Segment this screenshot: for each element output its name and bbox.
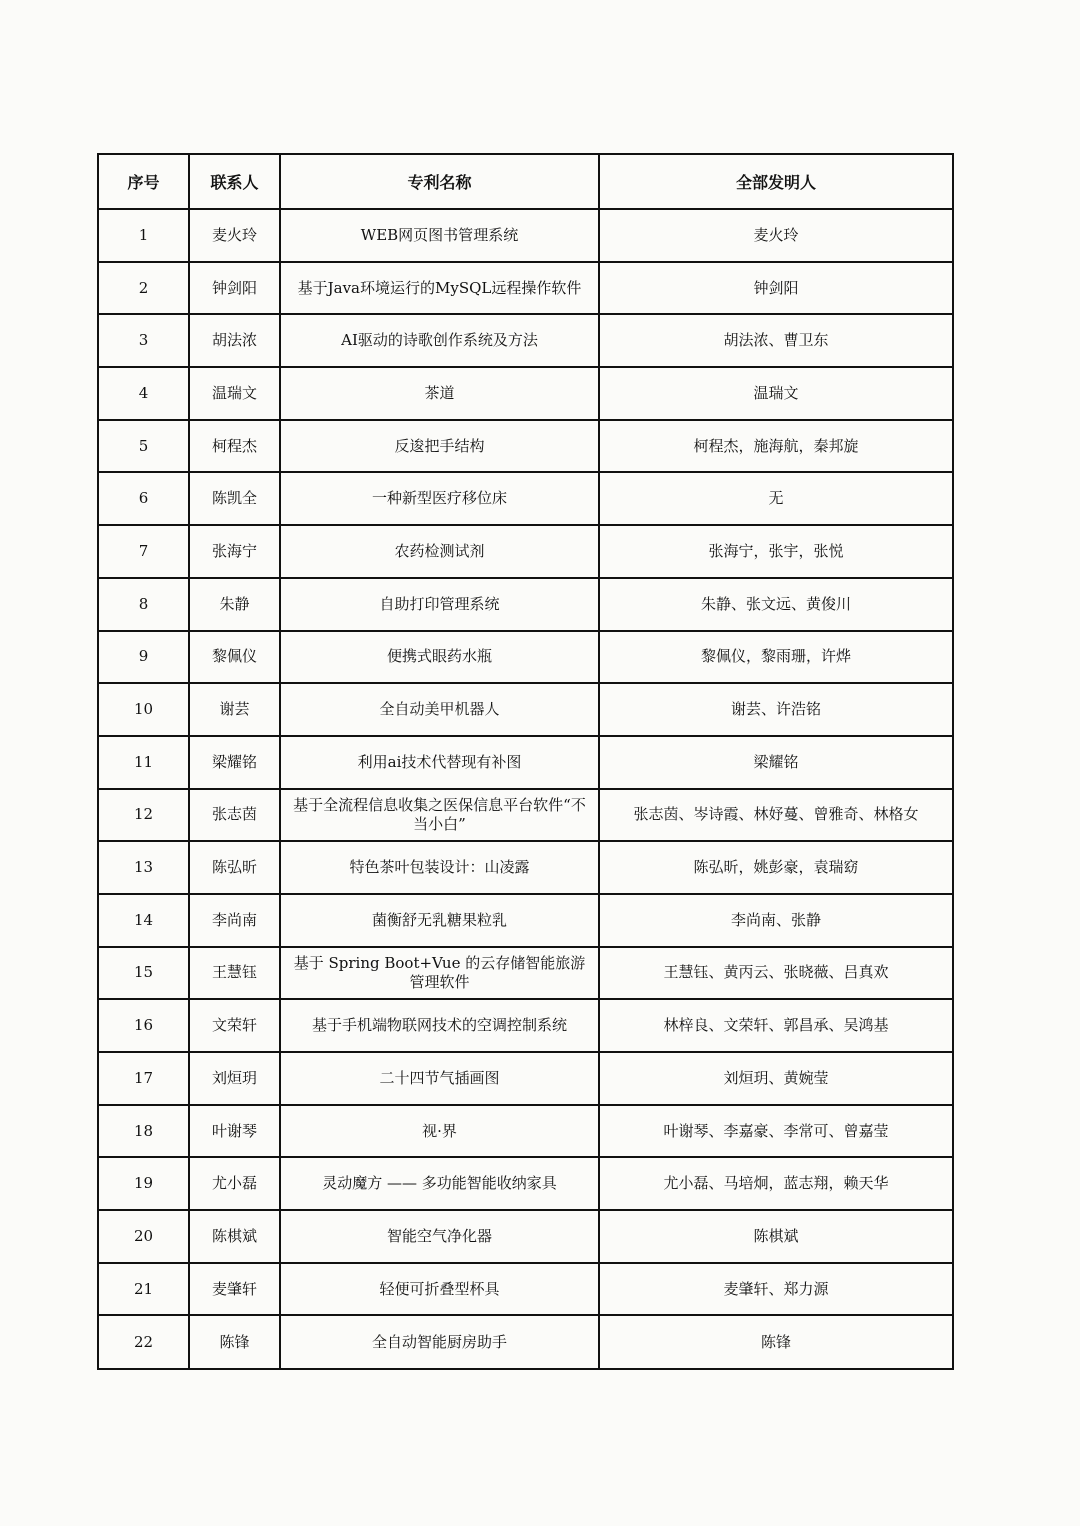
cell-no: 7 [99,525,189,578]
cell-contact: 叶谢琴 [189,1105,280,1158]
table-row [99,841,952,894]
cell-title: 视·界 [280,1105,599,1158]
cell-no: 15 [99,947,189,1000]
table-row [99,736,952,789]
cell-contact: 李尚南 [189,894,280,947]
cell-no: 3 [99,314,189,367]
cell-contact: 麦火玲 [189,209,280,262]
cell-contact: 谢芸 [189,683,280,736]
header-contact: 联系人 [189,155,280,209]
table-row [99,1052,952,1105]
cell-no: 22 [99,1315,189,1368]
cell-contact: 黎佩仪 [189,631,280,684]
table-header-row [99,155,952,209]
cell-contact: 刘烜玥 [189,1052,280,1105]
cell-title: AI驱动的诗歌创作系统及方法 [280,314,599,367]
cell-title: 菌衡舒无乳糖果粒乳 [280,894,599,947]
table-row [99,789,952,842]
cell-no: 14 [99,894,189,947]
header-no: 序号 [99,155,189,209]
cell-inventors: 林梓良、文荣轩、郭昌承、吴鸿基 [599,999,952,1052]
cell-contact: 麦肇轩 [189,1263,280,1316]
header-inventors: 全部发明人 [599,155,952,209]
patent-table-container [97,153,954,1370]
table-row [99,262,952,315]
cell-inventors: 陈弘昕，姚彭豪，袁瑞窈 [599,841,952,894]
cell-title: 自助打印管理系统 [280,578,599,631]
cell-no: 10 [99,683,189,736]
table-row [99,683,952,736]
cell-title: 轻便可折叠型杯具 [280,1263,599,1316]
cell-no: 9 [99,631,189,684]
cell-contact: 文荣轩 [189,999,280,1052]
cell-inventors: 朱静、张文远、黄俊川 [599,578,952,631]
table-row [99,1315,952,1368]
cell-no: 12 [99,789,189,842]
cell-contact: 张海宁 [189,525,280,578]
cell-contact: 柯程杰 [189,420,280,473]
cell-title: 全自动美甲机器人 [280,683,599,736]
table-row [99,947,952,1000]
cell-no: 1 [99,209,189,262]
cell-contact: 陈弘昕 [189,841,280,894]
cell-no: 20 [99,1210,189,1263]
cell-contact: 陈棋斌 [189,1210,280,1263]
cell-inventors: 叶谢琴、李嘉豪、李常可、曾嘉莹 [599,1105,952,1158]
cell-inventors: 谢芸、许浩铭 [599,683,952,736]
cell-no: 2 [99,262,189,315]
cell-no: 4 [99,367,189,420]
table-row [99,525,952,578]
cell-inventors: 柯程杰，施海航，秦邦旋 [599,420,952,473]
table-row [99,1105,952,1158]
table-row [99,631,952,684]
cell-inventors: 陈棋斌 [599,1210,952,1263]
cell-inventors: 无 [599,472,952,525]
cell-contact: 陈锋 [189,1315,280,1368]
cell-inventors: 张志茵、岑诗霞、林妤蔓、曾雅奇、林格女 [599,789,952,842]
cell-inventors: 张海宁，张宇，张悦 [599,525,952,578]
cell-inventors: 胡法浓、曹卫东 [599,314,952,367]
cell-inventors: 麦肇轩、郑力源 [599,1263,952,1316]
cell-title: 全自动智能厨房助手 [280,1315,599,1368]
cell-inventors: 温瑞文 [599,367,952,420]
cell-title: 便携式眼药水瓶 [280,631,599,684]
cell-no: 17 [99,1052,189,1105]
table-row [99,420,952,473]
cell-inventors: 李尚南、张静 [599,894,952,947]
cell-no: 13 [99,841,189,894]
cell-title: WEB网页图书管理系统 [280,209,599,262]
cell-no: 16 [99,999,189,1052]
header-title: 专利名称 [280,155,599,209]
cell-title: 一种新型医疗移位床 [280,472,599,525]
cell-no: 18 [99,1105,189,1158]
cell-no: 8 [99,578,189,631]
cell-contact: 梁耀铭 [189,736,280,789]
table-row [99,894,952,947]
cell-inventors: 刘烜玥、黄婉莹 [599,1052,952,1105]
cell-no: 19 [99,1157,189,1210]
table-row [99,367,952,420]
cell-contact: 朱静 [189,578,280,631]
cell-contact: 张志茵 [189,789,280,842]
table-row [99,472,952,525]
cell-title: 农药检测试剂 [280,525,599,578]
cell-title: 智能空气净化器 [280,1210,599,1263]
cell-inventors: 陈锋 [599,1315,952,1368]
table-row [99,578,952,631]
cell-title: 二十四节气插画图 [280,1052,599,1105]
cell-title: 特色茶叶包装设计：山凌露 [280,841,599,894]
table-row [99,1157,952,1210]
cell-no: 21 [99,1263,189,1316]
cell-contact: 尤小磊 [189,1157,280,1210]
cell-inventors: 梁耀铭 [599,736,952,789]
cell-title: 反逡把手结构 [280,420,599,473]
cell-title: 利用ai技术代替现有补图 [280,736,599,789]
cell-inventors: 尤小磊、马培炯，蓝志翔，赖天华 [599,1157,952,1210]
cell-no: 5 [99,420,189,473]
cell-contact: 王慧钰 [189,947,280,1000]
cell-title: 基于 Spring Boot+Vue 的云存储智能旅游管理软件 [280,947,599,1000]
cell-contact: 胡法浓 [189,314,280,367]
cell-contact: 陈凯全 [189,472,280,525]
cell-title: 灵动魔方 —— 多功能智能收纳家具 [280,1157,599,1210]
cell-inventors: 钟剑阳 [599,262,952,315]
cell-inventors: 王慧钰、黄丙云、张晓薇、吕真欢 [599,947,952,1000]
table-body [99,209,952,1368]
cell-inventors: 麦火玲 [599,209,952,262]
cell-title: 茶道 [280,367,599,420]
cell-no: 11 [99,736,189,789]
table-row [99,314,952,367]
cell-title: 基于Java环境运行的MySQL远程操作软件 [280,262,599,315]
cell-title: 基于手机端物联网技术的空调控制系统 [280,999,599,1052]
table-row [99,1210,952,1263]
table-row [99,1263,952,1316]
table-row [99,209,952,262]
patent-table [99,155,952,1368]
cell-contact: 钟剑阳 [189,262,280,315]
cell-inventors: 黎佩仪，黎雨珊，许烨 [599,631,952,684]
table-row [99,999,952,1052]
cell-contact: 温瑞文 [189,367,280,420]
cell-no: 6 [99,472,189,525]
cell-title: 基于全流程信息收集之医保信息平台软件“不当小白” [280,789,599,842]
